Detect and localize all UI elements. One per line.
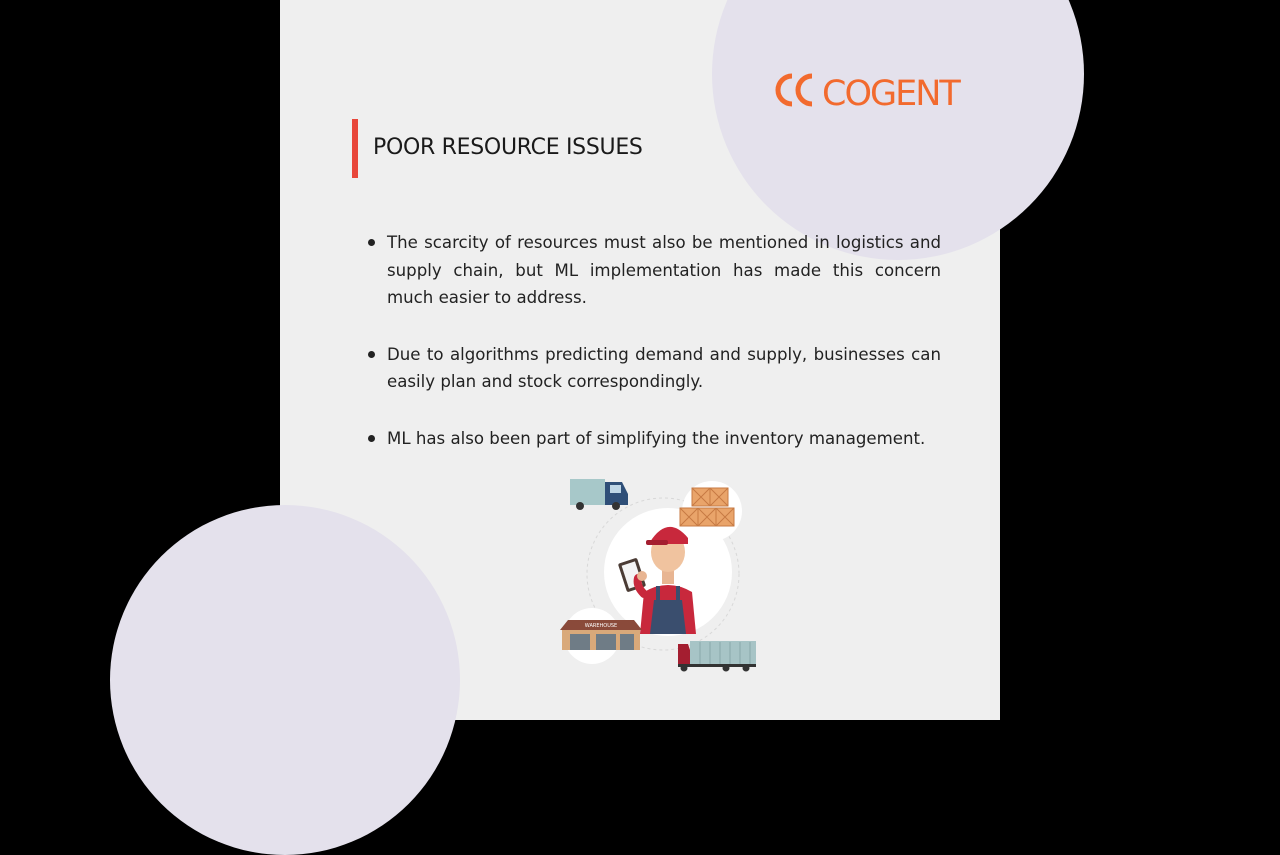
warehouse-sign: WAREHOUSE	[584, 623, 618, 629]
logistics-illustration	[560, 474, 766, 674]
page-title: POOR RESOURCE ISSUES	[373, 135, 643, 160]
bullet-text: The scarcity of resources must also be mentioned in logistics and supply chain, but ML implementation has made this concern much easier to address.	[387, 233, 941, 307]
bullet-text: ML has also been part of simplifying the inventory management.	[387, 428, 926, 448]
heading-accent-bar	[352, 119, 358, 178]
list-item	[387, 341, 941, 396]
bullet-list	[387, 229, 941, 481]
bullet-dot-icon	[368, 351, 375, 358]
list-item	[387, 425, 941, 453]
background-circle-top-right	[712, 0, 1084, 260]
delivery-truck-icon	[570, 479, 628, 510]
background-circle-bottom-left	[110, 505, 460, 855]
slide	[280, 0, 1000, 720]
bullet-text: Due to algorithms predicting demand and supply, businesses can easily plan and stock correspondingly.	[387, 344, 941, 391]
bullet-dot-icon	[368, 435, 375, 442]
cogent-logo	[770, 68, 959, 114]
bullet-dot-icon	[368, 239, 375, 246]
logo-text: COGENT	[822, 74, 959, 114]
list-item	[387, 229, 941, 312]
